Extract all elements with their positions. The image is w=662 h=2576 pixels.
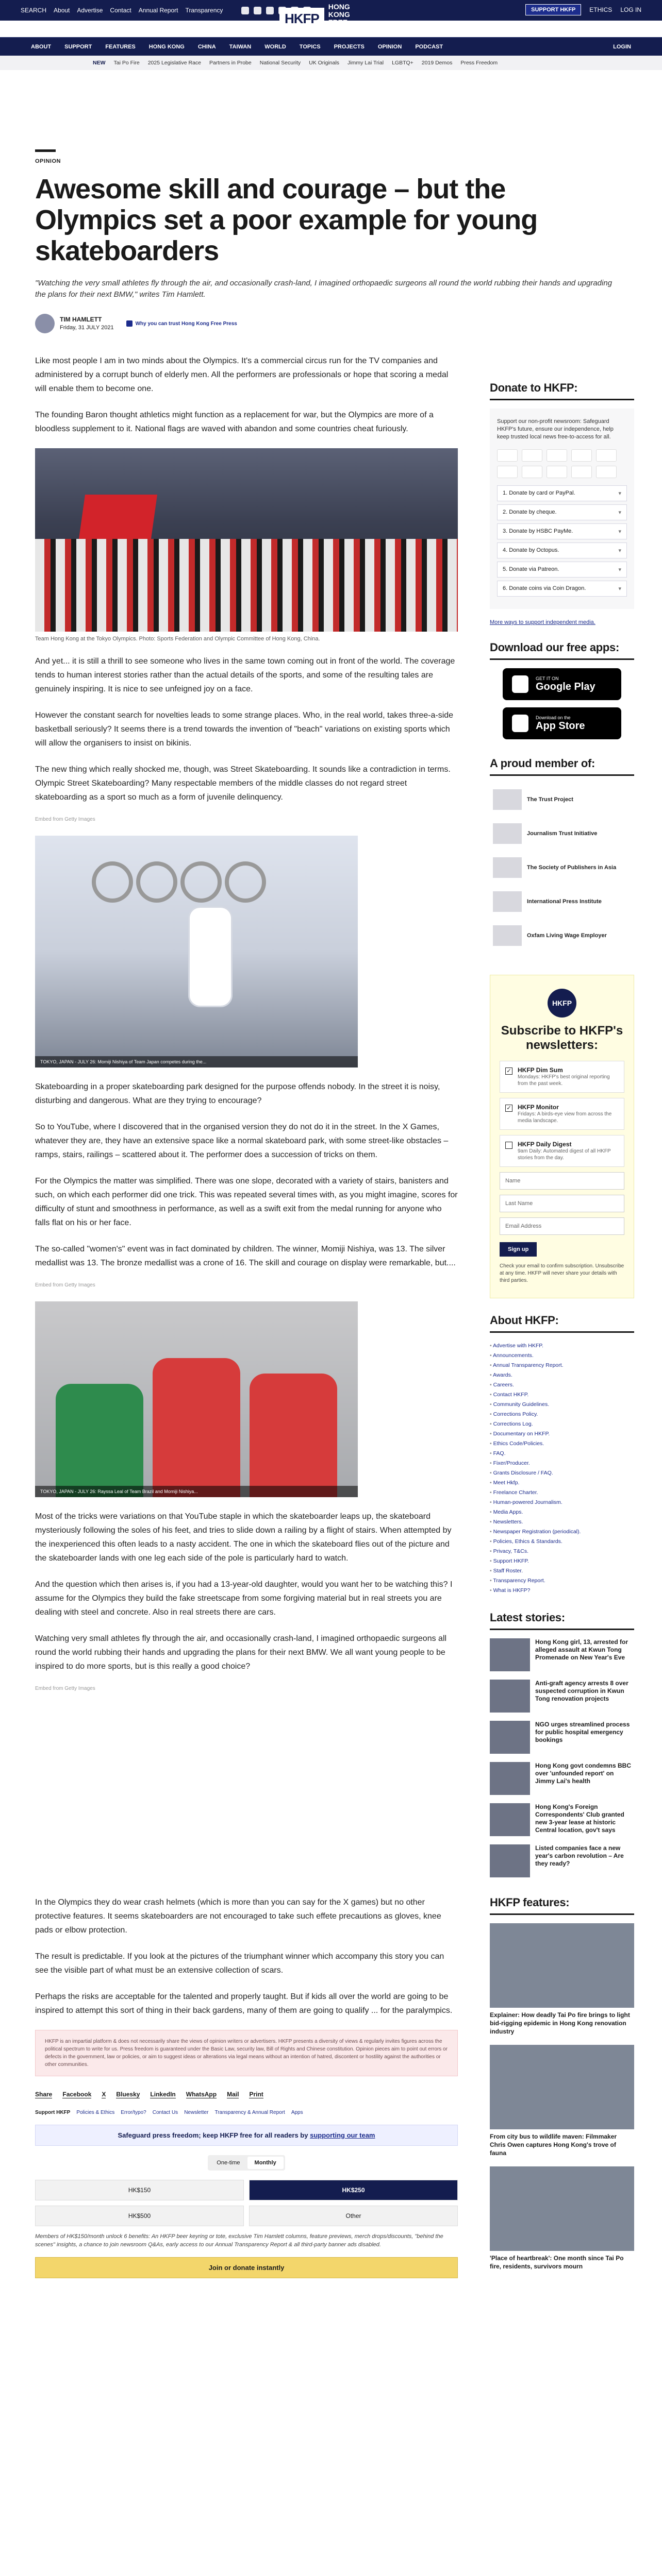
option-desc: 9am Daily: Automated digest of all HKFP stories from the day. (518, 1148, 611, 1161)
option-desc: Fridays: A birds-eye view from across the media landscape. (518, 1111, 612, 1124)
about-links (490, 1341, 634, 1596)
policies-link[interactable]: Policies & Ethics (76, 2110, 115, 2115)
trending-item[interactable]: Press Freedom (460, 60, 498, 66)
story-thumbnail (490, 1803, 530, 1836)
about-link[interactable]: • Careers. (490, 1380, 634, 1390)
nav-item-podcast[interactable]: PODCAST (415, 43, 443, 50)
skater-shape (190, 908, 231, 1006)
share-mail[interactable]: Mail (227, 2091, 239, 2098)
about-link[interactable]: • Contact HKFP. (490, 1390, 634, 1400)
newsletter-note: Check your email to confirm subscription. Unsubscribe at any time. HKFP will never share your details with third parties. (500, 1263, 624, 1283)
story-title: Anti-graft agency arrests 8 over suspected corruption in Kwun Tong renovation projects (535, 1680, 628, 1702)
amount-option-selected[interactable]: HK$250 (249, 2180, 458, 2200)
share-linkedin[interactable]: LinkedIn (150, 2091, 176, 2098)
embed-overline: Embed from Getty Images (35, 1282, 95, 1288)
support-team-link[interactable]: supporting our team (310, 2131, 375, 2139)
embed-overline: Embed from Getty Images (35, 1686, 95, 1691)
googlepay-icon (497, 466, 518, 478)
nav-item-hong-kong[interactable]: HONG KONG (148, 43, 185, 50)
last-name-field[interactable]: Last Name (500, 1195, 624, 1212)
article-paragraph: For the Olympics the matter was simplified. There was one slope, decorated with a variety of stairs, banisters and such, on which each performer did one trick. This was repeated several times with, as you might imagine, scores for difficulty of stunt and smoothness in performance, as well as a swift exit from the medal running for anyone who falls flat on his or her face. (35, 1177, 458, 1227)
article-paragraph: Skateboarding in a proper skateboarding park designed for the purpose offends nobody. In the street it is noisy, disturbing and dangerous. What are they trying to encourage? (35, 1082, 440, 1105)
article-paragraph: Like most people I am in two minds about the Olympics. It's a commercial circus run for the TV companies and administered by a corrupt bunch of elderly men. All the performers are professionals or hope that scoring a medal will enable them to become one. (35, 357, 449, 393)
member-logo[interactable] (493, 857, 631, 878)
newsletter-option[interactable] (500, 1135, 624, 1167)
story-title: Hong Kong's Foreign Correspondents' Club granted new 3-year lease at historic Central location, gov't says (535, 1803, 624, 1834)
nav-item-features[interactable]: FEATURES (105, 43, 136, 50)
more-ways-link[interactable]: More ways to support independent media. (490, 619, 595, 625)
error-link[interactable]: Error/typo? (121, 2110, 146, 2115)
member-logo[interactable] (493, 891, 631, 912)
trust-project-icon (493, 789, 522, 810)
one-time-option[interactable]: One-time (217, 2160, 240, 2166)
member-logo[interactable] (493, 823, 631, 844)
newsletter-title: Subscribe to HKFP's newsletters: (501, 1024, 623, 1052)
join-donate-button[interactable]: Join or donate instantly (35, 2257, 458, 2278)
checkbox[interactable]: ✓ (505, 1105, 512, 1112)
checkbox[interactable] (505, 1142, 512, 1149)
payment-icons (497, 449, 627, 478)
about-link[interactable]: • Freelance Charter. (490, 1488, 634, 1498)
sidebar (490, 381, 634, 2280)
story-item[interactable] (490, 1803, 634, 1836)
olympic-rings (92, 861, 266, 903)
site-logo[interactable] (279, 2, 370, 35)
article-paragraph: Perhaps the risks are acceptable for the talented and properly taught. But if kids all over the world are going to be inspired to attempt this sort of thing in their back gardens, many of them are going to qualify ... for the paralympics. (35, 1992, 453, 2015)
story-item[interactable] (490, 1762, 634, 1795)
photo-caption: Team Hong Kong at the Tokyo Olympics. Photo: Sports Federation and Olympic Committee of Hong Kong, China. (35, 636, 320, 642)
share-bar (35, 2091, 458, 2098)
apps-link[interactable]: Apps (291, 2110, 303, 2115)
article-paragraph: And yet... it is still a thrill to see someone who lives in the same town coming out in front of the world. The coverage tends to human interest stories rather than the actual details of the sports, and some of the resulting tales are genuinely inspiring. It is nice to see unfeigned joy on a face. (35, 657, 455, 693)
pay-option[interactable]: 6. Donate coins via Coin Dragon. ▾ (497, 581, 627, 597)
about-link[interactable]: • Staff Roster. (490, 1566, 634, 1576)
about-link[interactable]: • Support HKFP. (490, 1556, 634, 1566)
team-hong-kong-photo (35, 448, 458, 632)
newsletter-option[interactable] (500, 1061, 624, 1093)
latest-title: Latest stories: (490, 1611, 634, 1630)
google-play-button[interactable] (503, 668, 621, 700)
about-link[interactable]: • Newspaper Registration (periodical). (490, 1527, 634, 1537)
support-hkfp-button[interactable]: SUPPORT HKFP (525, 4, 581, 15)
contact-link[interactable]: Contact (110, 7, 131, 14)
top-bar (0, 0, 662, 34)
about-link[interactable]: • Awards. (490, 1370, 634, 1380)
trending-item[interactable]: UK Originals (309, 60, 340, 66)
story-thumbnail (490, 1680, 530, 1713)
about-title: About HKFP: (490, 1314, 634, 1333)
advertise-link[interactable]: Advertise (77, 7, 103, 14)
about-link[interactable]: • Ethics Code/Policies. (490, 1439, 634, 1449)
about-link[interactable]: • Fixer/Producer. (490, 1459, 634, 1468)
story-thumbnail (490, 1844, 530, 1877)
ipi-icon (493, 891, 522, 912)
article-paragraph: Watching very small athletes fly through the air, and occasionally crash-land, I imagined orthopaedic surgeons all round the world rubbing their hands and upgrading the plans for their next BMW. We all want young people to be inspired to do more sports, but is this really a good choice? (35, 1634, 447, 1671)
feature-title: From city bus to wildlife maven: Filmmaker Chris Owen captures Hong Kong's trove of fauna (490, 2133, 617, 2157)
search-link[interactable]: SEARCH (21, 7, 47, 14)
nav-item-world[interactable]: WORLD (264, 43, 286, 50)
option-name: HKFP Monitor (518, 1104, 559, 1111)
about-link[interactable]: • What is HKFP? (490, 1586, 634, 1596)
login-link[interactable]: LOG IN (620, 6, 641, 13)
newsletter-box (490, 975, 634, 1298)
feature-image (490, 2045, 634, 2129)
athlete-shape (153, 1358, 240, 1497)
oxfam-icon (493, 925, 522, 946)
newsletter-link[interactable]: Newsletter (184, 2110, 209, 2115)
contact-us-link[interactable]: Contact Us (152, 2110, 178, 2115)
athlete-shape (250, 1374, 337, 1497)
about-link[interactable]: • Transparency Report. (490, 1576, 634, 1586)
about-link[interactable]: • Documentary on HKFP. (490, 1429, 634, 1439)
trust-note-label: Why you can trust Hong Kong Free Press (135, 320, 237, 327)
story-thumbnail (490, 1721, 530, 1754)
donate-text: Support our non-profit newsroom: Safeguard HKFP's future, ensure our independence, help keep trusted local news free-to-access for all. (497, 418, 614, 440)
feature-title: Explainer: How deadly Tai Po fire brings to light bid-rigging epidemic in Hong Kong renovation industry (490, 2011, 630, 2035)
byline (35, 314, 458, 333)
option-name: HKFP Daily Digest (518, 1141, 572, 1148)
article-paragraph: And the question which then arises is, if you had a 13-year-old daughter, would you want her to be watching this? I assume for the Olympics they build the fake streetscape from some forgiving material but in real streets you are dealing with steel and concrete. Also in real streets there are cars. (35, 1580, 453, 1617)
about-link[interactable]: • Annual Transparency Report. (490, 1361, 634, 1370)
about-link[interactable]: About (54, 7, 70, 14)
newsletter-option[interactable] (500, 1098, 624, 1130)
app-store-label: App Store (536, 720, 585, 732)
member-title: A proud member of: (490, 757, 634, 776)
fps-icon (596, 466, 617, 478)
member-logos (490, 784, 634, 964)
about-link[interactable]: • Human-powered Journalism. (490, 1498, 634, 1507)
story-item[interactable] (490, 1721, 634, 1754)
name-field[interactable]: Name (500, 1172, 624, 1190)
members-note: Members of HK$150/month unlock 6 benefits: An HKFP beer keyring or tote, exclusive Tim Hamlett columns, feature previews, merch drops/discounts, "behind the scenes" insights, a chance to join newsroom Q&As, early access to our Annual Transparency Report & all third-party banner ads disabled. (35, 2233, 443, 2248)
pay-option[interactable]: 5. Donate via Patreon. ▾ (497, 562, 627, 578)
about-link[interactable]: • Corrections Log. (490, 1419, 634, 1429)
article-paragraph: In the Olympics they do wear crash helmets (which is more than you can say for the X games) but no other protective features. It seems skateboarders are not encouraged to take such effete precautions as gloves, knee pads or elbow protection. (35, 1898, 441, 1935)
about-link[interactable]: • Announcements. (490, 1351, 634, 1361)
feature-item[interactable] (490, 2166, 634, 2270)
option-name: HKFP Dim Sum (518, 1066, 563, 1074)
author-name[interactable]: TIM HAMLETT (60, 315, 102, 323)
apple-icon (512, 715, 528, 732)
option-desc: Mondays: HKFP's best original reporting from the past week. (518, 1074, 610, 1087)
skateboard-photo[interactable] (35, 836, 358, 1067)
nav-item-taiwan[interactable]: TAIWAN (229, 43, 252, 50)
article-title: Awesome skill and courage – but the Olympics set a poor example for young skateboarders (35, 174, 538, 266)
story-item[interactable] (490, 1638, 634, 1671)
amount-option[interactable]: Other (249, 2206, 458, 2226)
share-bluesky[interactable]: Bluesky (116, 2091, 140, 2098)
article-paragraph: However the constant search for novelties leads to some strange places. Who, in the real world, takes three-a-side basketball seriously? It seems there is a trend towards the invention of "beach" variations on existing sports which will allow the organisers to insist on bikinis. (35, 711, 454, 748)
embed-caption: TOKYO, JAPAN - JULY 26: Rayssa Leal of Team Brazil and Momiji Nishiya... (35, 1486, 358, 1497)
main-nav (0, 37, 662, 56)
octopus-icon (547, 466, 567, 478)
embed-overline: Embed from Getty Images (35, 817, 95, 822)
athletes-shape (35, 539, 458, 632)
logo-text: HONG KONG FREE PRESS (328, 3, 353, 34)
sopa-icon (493, 857, 522, 878)
patreon-icon (571, 466, 592, 478)
transparency-report-link[interactable]: Transparency & Annual Report (214, 2110, 285, 2115)
newsletter-logo: HKFP (548, 989, 576, 1018)
trending-item[interactable]: Tai Po Fire (113, 60, 140, 66)
story-item[interactable] (490, 1680, 634, 1713)
athlete-shape (56, 1384, 143, 1497)
story-item[interactable] (490, 1844, 634, 1877)
support-links (35, 2110, 458, 2115)
feature-image (490, 2166, 634, 2251)
about-link[interactable]: • Newsletters. (490, 1517, 634, 1527)
story-title: Hong Kong girl, 13, arrested for alleged assault at Kwun Tong Promenade on New Year's Eve (535, 1638, 628, 1661)
visa-icon (497, 449, 518, 462)
facebook-icon[interactable] (254, 7, 261, 14)
editorial-disclaimer: HKFP is an impartial platform & does not necessarily share the views of opinion writers or advertisers. HKFP presents a diversity of views & regularly invites figures across the political spectrum to write for us. Press freedom is guaranteed under the Basic Law, security law, Bill of Rights and Chinese constitution. Opinion pieces aim to point out errors or defects in the government, law or policies, or aim to suggest ideas or alterations via legal means without an intention of hatred, discontent or hostility against the authorities or other communities. (35, 2030, 458, 2076)
email-field[interactable]: Email Address (500, 1217, 624, 1235)
article-standfirst: "Watching the very small athletes fly through the air, and occasionally crash-land, I imagined orthopaedic surgeons all round the world rubbing their hands and upgrading the plans for their next BMW," writes Tim Hamlett. (35, 279, 613, 299)
story-thumbnail (490, 1638, 530, 1671)
checkbox[interactable]: ✓ (505, 1067, 512, 1075)
member-name: The Society of Publishers in Asia (527, 865, 617, 871)
ethics-link[interactable]: ETHICS (589, 6, 613, 13)
nav-item-support[interactable]: SUPPORT (64, 43, 92, 50)
hk-flag-shape (78, 495, 157, 546)
trending-bar (0, 56, 662, 70)
instagram-icon[interactable] (266, 7, 274, 14)
trust-note[interactable] (126, 320, 237, 327)
story-title: NGO urges streamlined process for public hospital emergency bookings (535, 1721, 630, 1743)
amex-icon (547, 449, 567, 462)
about-link[interactable]: • Policies, Ethics & Standards. (490, 1537, 634, 1547)
amount-option[interactable]: HK$150 (35, 2180, 244, 2200)
donation-banner (35, 2125, 458, 2146)
nav-item-about[interactable]: ABOUT (31, 43, 52, 50)
applepay-icon (596, 449, 617, 462)
feature-image (490, 1923, 634, 2008)
donation-banner-text: Safeguard press freedom; keep HKFP free for all readers by (118, 2131, 308, 2139)
donation-amounts (35, 2180, 458, 2226)
monthly-option[interactable]: Monthly (247, 2157, 284, 2169)
about-link[interactable]: • Grants Disclosure / FAQ. (490, 1468, 634, 1478)
about-link[interactable]: • Media Apps. (490, 1507, 634, 1517)
share-x[interactable]: X (102, 2091, 106, 2098)
member-name: Oxfam Living Wage Employer (527, 933, 607, 939)
share-label: Share (35, 2091, 53, 2098)
pay-option[interactable]: 3. Donate by HSBC PayMe. ▾ (497, 523, 627, 539)
about-link[interactable]: • Community Guidelines. (490, 1400, 634, 1410)
article-paragraph: So to YouTube, where I discovered that in the organised version they do not do it in the street. In the X Games, whatever they are, they have an extensive space like a normal skateboard park, with some street-like obstacles – ramps, stairs, railings – scattered about it. The performer does a succession of tricks on them. (35, 1123, 449, 1159)
member-name: International Press Institute (527, 899, 602, 905)
annual-report-link[interactable]: Annual Report (138, 7, 178, 14)
about-link[interactable]: • Meet Hkfp. (490, 1478, 634, 1488)
nav-item-login[interactable]: LOGIN (613, 43, 631, 50)
pay-option[interactable]: 4. Donate by Octopus. ▾ (497, 543, 627, 558)
nav-item-opinion[interactable]: OPINION (377, 43, 402, 50)
nav-item-china[interactable]: CHINA (197, 43, 216, 50)
feature-item[interactable] (490, 1923, 634, 2036)
latest-stories (490, 1638, 634, 1877)
publish-date: Friday, 31 JULY 2021 (60, 324, 114, 331)
trending-item[interactable]: LGBTQ+ (392, 60, 413, 66)
trust-icon (126, 320, 133, 327)
section-rule (35, 149, 56, 152)
google-play-top: GET IT ON (536, 675, 559, 681)
member-logo[interactable] (493, 925, 631, 946)
pay-option[interactable]: 2. Donate by cheque. ▾ (497, 504, 627, 520)
article-paragraph: The result is predictable. If you look at the pictures of the triumphant winner which accompany this story you can see the visible part of what must be an extensive collection of scars. (35, 1952, 444, 1975)
share-print[interactable]: Print (249, 2091, 263, 2098)
story-thumbnail (490, 1762, 530, 1795)
trending-label: NEW (93, 60, 106, 66)
about-link[interactable]: • Privacy, T&Cs. (490, 1547, 634, 1556)
payment-options (497, 485, 627, 597)
donate-title: Donate to HKFP: (490, 381, 634, 400)
nav-item-projects[interactable]: PROJECTS (334, 43, 365, 50)
amount-option[interactable]: HK$500 (35, 2206, 244, 2226)
article-paragraph: The so-called "women's" event was in fact dominated by children. The winner, Momiji Nishiya, was 13. The silver medallist was 13. The bronze medallist was a crone of 16. The skill and courage on display were remarkable, but.... (35, 1245, 456, 1267)
feature-item[interactable] (490, 2045, 634, 2157)
pay-option[interactable]: 1. Donate by card or PayPal. ▾ (497, 485, 627, 501)
author-avatar[interactable] (35, 314, 55, 333)
paypal-icon (571, 449, 592, 462)
member-name: Journalism Trust Initiative (527, 831, 598, 837)
jti-icon (493, 823, 522, 844)
support-hkfp-link[interactable]: Support HKFP (35, 2110, 71, 2115)
trending-item[interactable]: Jimmy Lai Trial (347, 60, 384, 66)
trending-item[interactable]: 2019 Demos (421, 60, 453, 66)
share-facebook[interactable]: Facebook (62, 2091, 92, 2098)
feature-title: 'Place of heartbreak': One month since Tai Po fire, residents, survivors mourn (490, 2255, 624, 2270)
member-logo[interactable] (493, 789, 631, 810)
article-paragraph: The new thing which really shocked me, though, was Street Skateboarding. It sounds like a contradiction in terms. Olympic Street Skateboarding? Many respectable members of the middle classes do not regard street skateboarding as a sport so much as a form of juvenile delinquency. (35, 765, 451, 802)
article-section[interactable]: OPINION (35, 158, 61, 164)
google-play-icon (512, 675, 528, 693)
app-store-button[interactable] (503, 707, 621, 739)
about-link[interactable]: • Corrections Policy. (490, 1410, 634, 1419)
embed-caption: TOKYO, JAPAN - JULY 26: Momiji Nishiya of Team Japan competes during the... (35, 1056, 358, 1067)
article-paragraph: Most of the tricks were variations on that YouTube staple in which the skateboarder leaps up, the skateboard mysteriously following the soles of his feet, and tries to slide down a railing by a flight of stairs. When attempted by the inexperienced this often leads to a nasty accident. The one in which the skateboard flies out of the picture and the skateboarder lands with one leg each side of the pole is particularly hard to watch. (35, 1512, 452, 1563)
signup-button[interactable]: Sign up (500, 1242, 537, 1257)
article-paragraph: The founding Baron thought athletics might function as a replacement for war, but the Olympics are more of a bloodless supplement to it. National flags are waved with abandon and some countries cheat furiously. (35, 411, 434, 433)
trending-item[interactable]: Partners in Probe (209, 60, 252, 66)
mastercard-icon (522, 449, 542, 462)
story-title: Listed companies face a new year's carbon revolution – Are they ready? (535, 1844, 624, 1867)
trending-item[interactable]: National Security (259, 60, 301, 66)
donate-box (490, 409, 634, 609)
about-link[interactable]: • Advertise with HKFP. (490, 1341, 634, 1351)
apps-title: Download our free apps: (490, 641, 634, 660)
transparency-link[interactable]: Transparency (185, 7, 223, 14)
payme-icon (522, 466, 542, 478)
podium-photo[interactable] (35, 1301, 358, 1497)
about-link[interactable]: • FAQ. (490, 1449, 634, 1459)
twitter-icon[interactable] (241, 7, 249, 14)
features-title: HKFP features: (490, 1896, 634, 1915)
google-play-label: Google Play (536, 681, 595, 692)
trending-item[interactable]: 2025 Legislative Race (147, 60, 202, 66)
story-title: Hong Kong govt condemns BBC over 'unfounded report' on Jimmy Lai's health (535, 1762, 631, 1785)
nav-item-topics[interactable]: TOPICS (299, 43, 321, 50)
share-whatsapp[interactable]: WhatsApp (186, 2091, 217, 2098)
frequency-toggle (35, 2155, 458, 2171)
member-name: The Trust Project (527, 796, 573, 803)
app-store-top: Download on the (536, 715, 571, 720)
logo-mark: HKFP (279, 8, 324, 30)
